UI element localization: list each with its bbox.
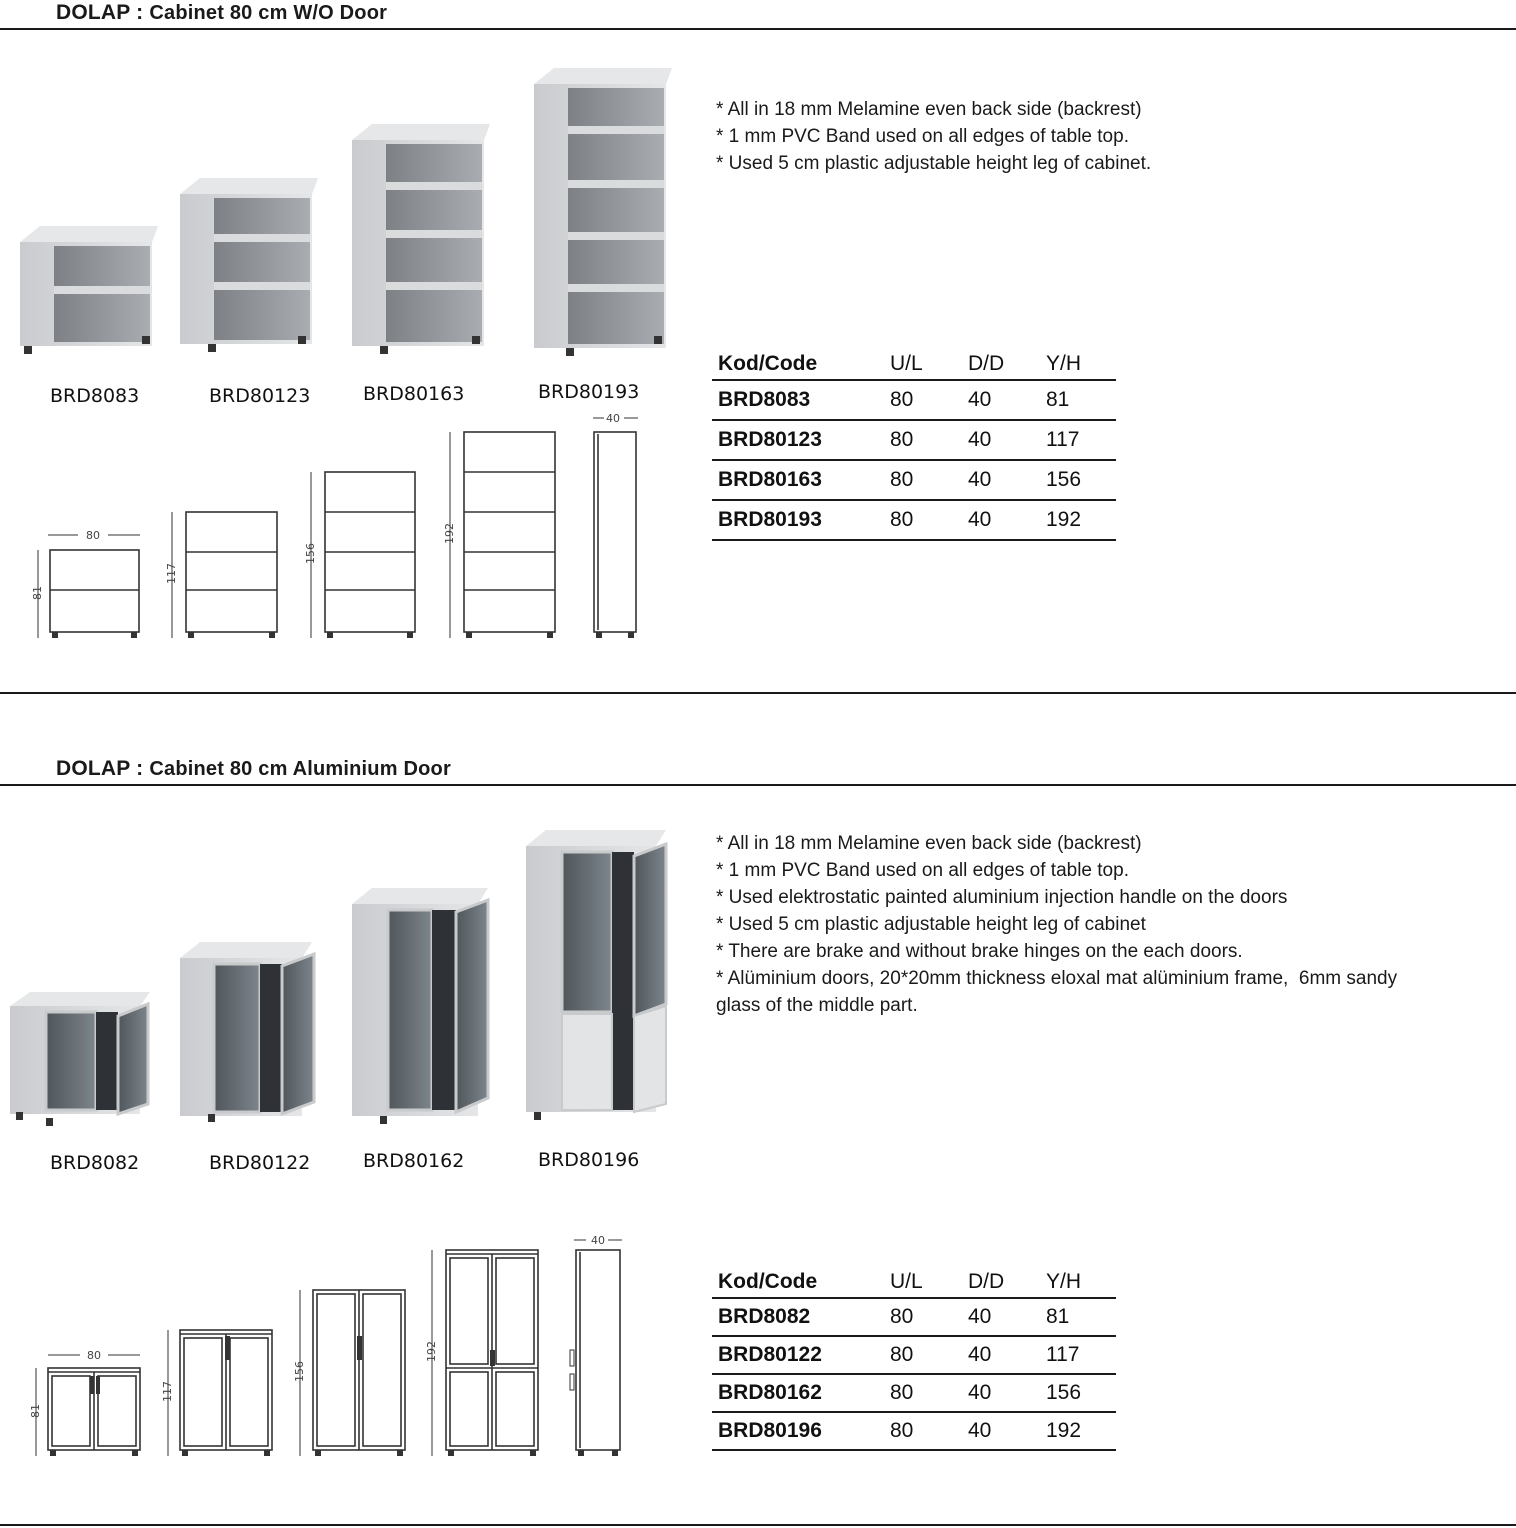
cell-code: BRD8083 — [712, 380, 884, 420]
col-header-width: U/L — [890, 352, 923, 375]
cell-depth: 40 — [962, 460, 1040, 500]
cell-height: 156 — [1040, 460, 1116, 500]
section2-note-2: * 1 mm PVC Band used on all edges of table top. — [716, 860, 1129, 881]
section2-note-7: glass of the middle part. — [716, 995, 918, 1016]
cell-depth: 40 — [962, 1336, 1040, 1374]
product-label-1: BRD8083 — [50, 385, 140, 407]
cell-height: 117 — [1040, 420, 1116, 460]
section2-note-6: * Alüminium doors, 20*20mm thickness eloxal mat alüminium frame, 6mm sandy — [716, 968, 1398, 989]
section2-title-text: Cabinet 80 cm Aluminium Door — [149, 758, 451, 780]
table-row — [712, 1336, 1116, 1374]
table-header-row — [712, 1258, 1116, 1298]
cell-width: 80 — [884, 380, 962, 420]
dim-height-81-2: 81 — [29, 1404, 42, 1418]
cell-width: 80 — [884, 1336, 962, 1374]
cell-width: 80 — [884, 1374, 962, 1412]
product-label-5: BRD8082 — [50, 1152, 140, 1174]
dim-depth-label: 40 — [606, 412, 620, 425]
table-row — [712, 1298, 1116, 1336]
table-row — [712, 420, 1116, 460]
section2-note-4: * Used 5 cm plastic adjustable height leg of cabinet — [716, 914, 1146, 935]
cell-height: 156 — [1040, 1374, 1116, 1412]
dim-height-117-2: 117 — [161, 1381, 174, 1402]
col-header-height: Y/H — [1046, 1270, 1082, 1293]
dim-height-81: 81 — [31, 586, 44, 600]
cell-height: 81 — [1040, 380, 1116, 420]
section1-prefix: DOLAP : — [56, 1, 144, 24]
section1-note-1: * All in 18 mm Melamine even back side (backrest) — [716, 99, 1142, 120]
cell-code: BRD80122 — [712, 1336, 884, 1374]
section2-prefix: DOLAP : — [56, 757, 144, 780]
cell-code: BRD80163 — [712, 460, 884, 500]
product-label-2: BRD80123 — [209, 385, 311, 407]
cell-width: 80 — [884, 460, 962, 500]
col-header-height: Y/H — [1046, 352, 1082, 375]
table-row — [712, 380, 1116, 420]
section2-notes — [716, 830, 1397, 1019]
product-label-6: BRD80122 — [209, 1152, 311, 1174]
cell-code: BRD80193 — [712, 500, 884, 540]
cell-depth: 40 — [962, 1374, 1040, 1412]
dim-width-label-2: 80 — [87, 1349, 101, 1362]
col-header-code: Kod/Code — [718, 352, 818, 375]
section2-note-1: * All in 18 mm Melamine even back side (backrest) — [716, 833, 1142, 854]
cell-code: BRD8082 — [712, 1298, 884, 1336]
col-header-width: U/L — [890, 1270, 923, 1293]
dim-height-156-2: 156 — [293, 1361, 306, 1382]
dim-depth-label-2: 40 — [591, 1234, 605, 1247]
product-label-8: BRD80196 — [538, 1149, 640, 1171]
table-row — [712, 500, 1116, 540]
product-label-7: BRD80162 — [363, 1150, 465, 1172]
table-header-row — [712, 340, 1116, 380]
dim-height-117: 117 — [165, 563, 178, 584]
product-label-3: BRD80163 — [363, 383, 465, 405]
col-header-depth: D/D — [968, 1270, 1005, 1293]
cell-width: 80 — [884, 1412, 962, 1450]
cell-height: 192 — [1040, 1412, 1116, 1450]
dim-height-192: 192 — [443, 523, 456, 544]
section2-note-3: * Used elektrostatic painted aluminium injection handle on the doors — [716, 887, 1288, 908]
cell-code: BRD80162 — [712, 1374, 884, 1412]
cell-depth: 40 — [962, 1412, 1040, 1450]
cell-height: 117 — [1040, 1336, 1116, 1374]
col-header-depth: D/D — [968, 352, 1005, 375]
section2-technical-drawings — [0, 0, 700, 1528]
cell-depth: 40 — [962, 380, 1040, 420]
col-header-code: Kod/Code — [718, 1270, 818, 1293]
section2-spec-table — [712, 1258, 1116, 1451]
table-row — [712, 1412, 1116, 1450]
dim-height-156: 156 — [304, 543, 317, 564]
cell-width: 80 — [884, 1298, 962, 1336]
cell-height: 192 — [1040, 500, 1116, 540]
section1-spec-table — [712, 340, 1116, 541]
cell-code: BRD80196 — [712, 1412, 884, 1450]
section1-title-text: Cabinet 80 cm W/O Door — [149, 2, 388, 24]
cell-depth: 40 — [962, 500, 1040, 540]
dim-width-label: 80 — [86, 529, 100, 542]
cell-width: 80 — [884, 500, 962, 540]
section1-note-2: * 1 mm PVC Band used on all edges of table top. — [716, 126, 1129, 147]
bottom-rule — [0, 1524, 1516, 1526]
cell-height: 81 — [1040, 1298, 1116, 1336]
cell-code: BRD80123 — [712, 420, 884, 460]
cell-depth: 40 — [962, 1298, 1040, 1336]
cell-width: 80 — [884, 420, 962, 460]
section1-notes — [716, 96, 1151, 177]
product-label-4: BRD80193 — [538, 381, 640, 403]
table-row — [712, 1374, 1116, 1412]
dim-height-192-2: 192 — [425, 1341, 438, 1362]
section1-note-3: * Used 5 cm plastic adjustable height leg of cabinet. — [716, 153, 1152, 174]
section2-note-5: * There are brake and without brake hinges on the each doors. — [716, 941, 1243, 962]
table-row — [712, 460, 1116, 500]
cell-depth: 40 — [962, 420, 1040, 460]
